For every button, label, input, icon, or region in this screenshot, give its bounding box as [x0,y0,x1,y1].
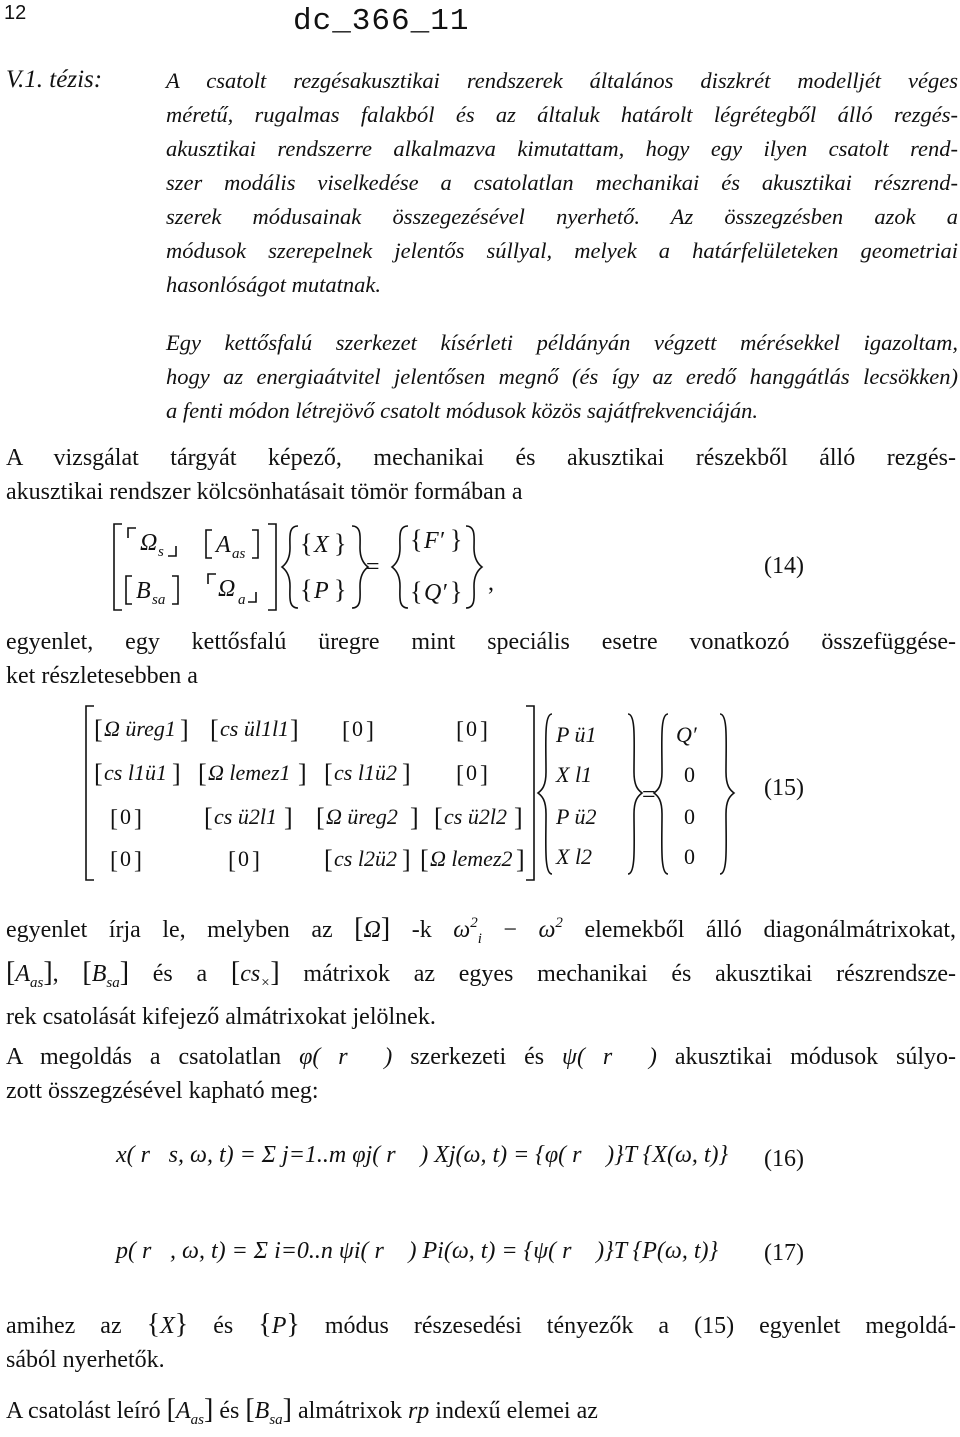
eq14-brace: } [334,529,347,558]
eq14-brace: { [410,577,423,606]
eq14-brace: } [450,525,463,554]
inline-cs-x: $[cs_\times]$ [230,957,280,991]
eq15-r1c1: Ω üreg1 [104,716,176,741]
svg-text:[: [ [420,845,429,874]
body-paragraph-1 [6,441,956,509]
svg-text:[: [ [204,803,213,832]
thesis-paragraph-2 [166,326,958,428]
svg-text:]: ] [172,759,181,788]
svg-text:]: ] [480,762,488,788]
svg-text:[: [ [456,718,464,744]
thesis-paragraph-1 [166,64,958,302]
equation-15 [80,702,740,884]
svg-text:]: ] [252,848,260,874]
equation-number-17: (17) [764,1240,804,1266]
svg-text:[: [ [342,718,350,744]
equation-16: x( r⃗s, ω, t) = Σ j=1..m φj( r⃗ ) Xj(ω, t) = {φ( r⃗ )}T {X(ω, t)} [116,1142,729,1168]
svg-text:]: ] [134,806,142,832]
inline-psi-r: ψ( r⃗ ) [562,1044,657,1070]
text-line: hogy az energiaátvitel jelentősen megnő (és így az eredő hanggátlás lecsökken) [166,364,958,389]
text-line: módusok szerepelnek jelentős súllyal, melyek a határfelületeken geometriai [166,238,958,263]
text-line: A csatolt rezgésakusztikai rendszerek általános diszkrét modelljét véges [166,68,958,93]
equation-number-16: (16) [764,1146,804,1172]
eq15-r1c3: 0 [352,716,363,741]
eq14-omega-a: Ω [218,576,236,602]
svg-text:]: ] [298,759,307,788]
equation-14 [100,518,520,618]
text-line: rek csatolását kifejező almátrixokat jelölnek. [6,1004,436,1030]
eq15-vec4: X l2 [556,844,593,869]
body-paragraph-3 [6,906,956,1034]
eq14-b-sa: B [136,578,151,604]
svg-text:]: ] [516,845,525,874]
eq15-r3c1: 0 [120,804,131,829]
svg-text:]: ] [180,715,189,744]
eq14-omega-s: Ω [140,530,158,556]
svg-text:[: [ [110,848,118,874]
thesis-label: V.1. tézis: [6,66,103,93]
eq14-sub: as [232,546,246,562]
text-line: $[A_{as}]$, $[B_{sa}]$ és a $[cs_\times]$ mátrixok az egyes mechanikai és akusztikai részrendsze- [6,957,957,991]
svg-text:[: [ [228,848,236,874]
body-paragraph-5 [6,1308,956,1377]
eq15-r4c1: 0 [120,846,131,871]
eq15-rhs2: 0 [684,762,695,787]
text-line: méretű, rugalmas falakból és az általuk határolt légrétegből álló rezgés- [166,102,958,127]
text-line: a fenti módon létrejövő csatolt módusok közös sajátfrekvenciáján. [166,398,758,423]
svg-text:[: [ [316,803,325,832]
eq15-rhs3: 0 [684,804,695,829]
text-line: egyenlet írja le, melyben az [Ω] -k $\omega^2_i - \omega^2$ elemekből álló diagonálmátrixokat, [6,913,957,947]
svg-text:=: = [642,782,656,808]
eq15-r3c4: cs ü2l2 [444,804,507,829]
eq15-r2c3: cs l1ü2 [334,760,397,785]
eq15-vec3: P ü2 [556,804,597,829]
eq14-p: P [314,578,329,604]
eq15-rhs4: 0 [684,844,695,869]
eq14-sub: sa [152,592,166,608]
svg-text:]: ] [480,718,488,744]
inline-x-vector: {X} [146,1309,189,1340]
svg-text:[: [ [198,759,207,788]
eq15-r2c4: 0 [466,760,477,785]
eq15-r1c4: 0 [466,716,477,741]
eq14-brace: { [410,525,423,554]
eq15-vec1: P ü1 [556,722,597,747]
eq15-r3c2: cs ü2l1 [214,804,277,829]
eq15-r2c1: cs l1ü1 [104,760,167,785]
eq14-x: X [314,532,329,558]
inline-phi-r: φ( r⃗ ) [299,1044,393,1070]
equation-number-14: (14) [764,553,804,579]
svg-text:[: [ [434,803,443,832]
inline-a-as: $[A_{as}]$ [166,1394,214,1428]
text-line: A vizsgálat tárgyát képező, mechanikai és akusztikai részekből álló rezgés- [6,445,956,471]
eq15-rhs1: Q′ [676,722,697,747]
body-paragraph-2 [6,625,956,693]
text-line: A megoldás a csatolatlan φ( r⃗ ) szerkezeti és ψ( r⃗ ) akusztikai módusok súlyo- [6,1044,957,1070]
svg-text:]: ] [134,848,142,874]
svg-text:[: [ [324,759,333,788]
eq14-q: Q′ [424,580,447,606]
svg-text:[: [ [94,759,103,788]
inline-omega-difference: $\omega^2_i - \omega^2$ [453,915,563,947]
svg-text:]: ] [290,715,299,744]
document-id: dc_366_11 [293,4,470,39]
svg-text:[: [ [94,715,103,744]
svg-text:[: [ [324,845,333,874]
equation-number-15: (15) [764,775,804,801]
svg-text:]: ] [410,803,419,832]
eq14-f: F′ [424,528,444,554]
body-paragraph-4 [6,1040,956,1108]
eq14-sub: s [158,544,164,560]
svg-text:]: ] [402,845,411,874]
eq14-sub: a [238,592,246,608]
eq15-r4c3: cs l2ü2 [334,846,397,871]
text-line: akusztikai rendszer kölcsönhatásait tömör formában a [6,479,523,505]
text-line: ket részletesebben a [6,663,198,689]
inline-omega-matrix: [Ω] [354,913,391,944]
text-line: szerek módusainak összegezésével nyerhető. Az összegzésben azok a [166,204,958,229]
text-line: hasonlóságot mutatnak. [166,272,382,297]
equation-17: p( r⃗, ω, t) = Σ i=0..n ψi( r⃗ ) Pi(ω, t) = {ψ( r⃗ )}T {P(ω, t)} [116,1238,719,1264]
eq14-a-as: A [216,532,231,558]
inline-a-as: $[A_{as}]$ [6,957,53,991]
eq15-vec2: X l1 [556,762,593,787]
eq15-r4c4: Ω lemez2 [430,846,513,871]
text-line: A csatolást leíró $[A_{as}]$ és $[B_{sa}]$ almátrixok rp indexű elemei az [6,1394,598,1428]
body-paragraph-6 [6,1393,956,1437]
inline-p-vector: {P} [258,1309,300,1340]
eq14-comma: , [488,570,494,596]
eq15-r2c2: Ω lemez1 [208,760,291,785]
svg-text:]: ] [366,718,374,744]
inline-b-sa: $[B_{sa}]$ [245,1394,292,1428]
svg-text:[: [ [210,715,219,744]
svg-text:[: [ [456,762,464,788]
svg-text:]: ] [402,759,411,788]
page-number: 12 [4,2,27,24]
text-line: zott összegzésével kapható meg: [6,1078,319,1104]
text-line: sából nyerhetők. [6,1347,165,1373]
svg-text:[: [ [110,806,118,832]
text-line: egyenlet, egy kettősfalú üregre mint speciális esetre vonatkozó összefüggése- [6,629,956,655]
text-line: Egy kettősfalú szerkezet kísérleti példányán végzett mérésekkel igazoltam, [166,330,958,355]
eq15-r4c2: 0 [238,846,249,871]
eq14-equals: = [366,554,380,580]
eq15-r1c2: cs ül1l1 [220,716,290,741]
text-line: akusztikai rendszerre alkalmazva kimutattam, hogy egy ilyen csatolt rend- [166,136,958,161]
text-line: szer modális viselkedése a csatolatlan mechanikai és akusztikai részrend- [166,170,958,195]
svg-text:]: ] [284,803,293,832]
eq14-brace: { [300,529,313,558]
eq14-brace: } [334,575,347,604]
inline-b-sa: $[B_{sa}]$ [82,957,130,991]
eq14-brace: { [300,575,313,604]
eq14-brace: } [450,577,463,606]
svg-text:]: ] [514,803,523,832]
eq15-r3c3: Ω üreg2 [326,804,398,829]
text-line: amihez az {X} és {P} módus részesedési tényezők a (15) egyenlet megoldá- [6,1309,957,1340]
